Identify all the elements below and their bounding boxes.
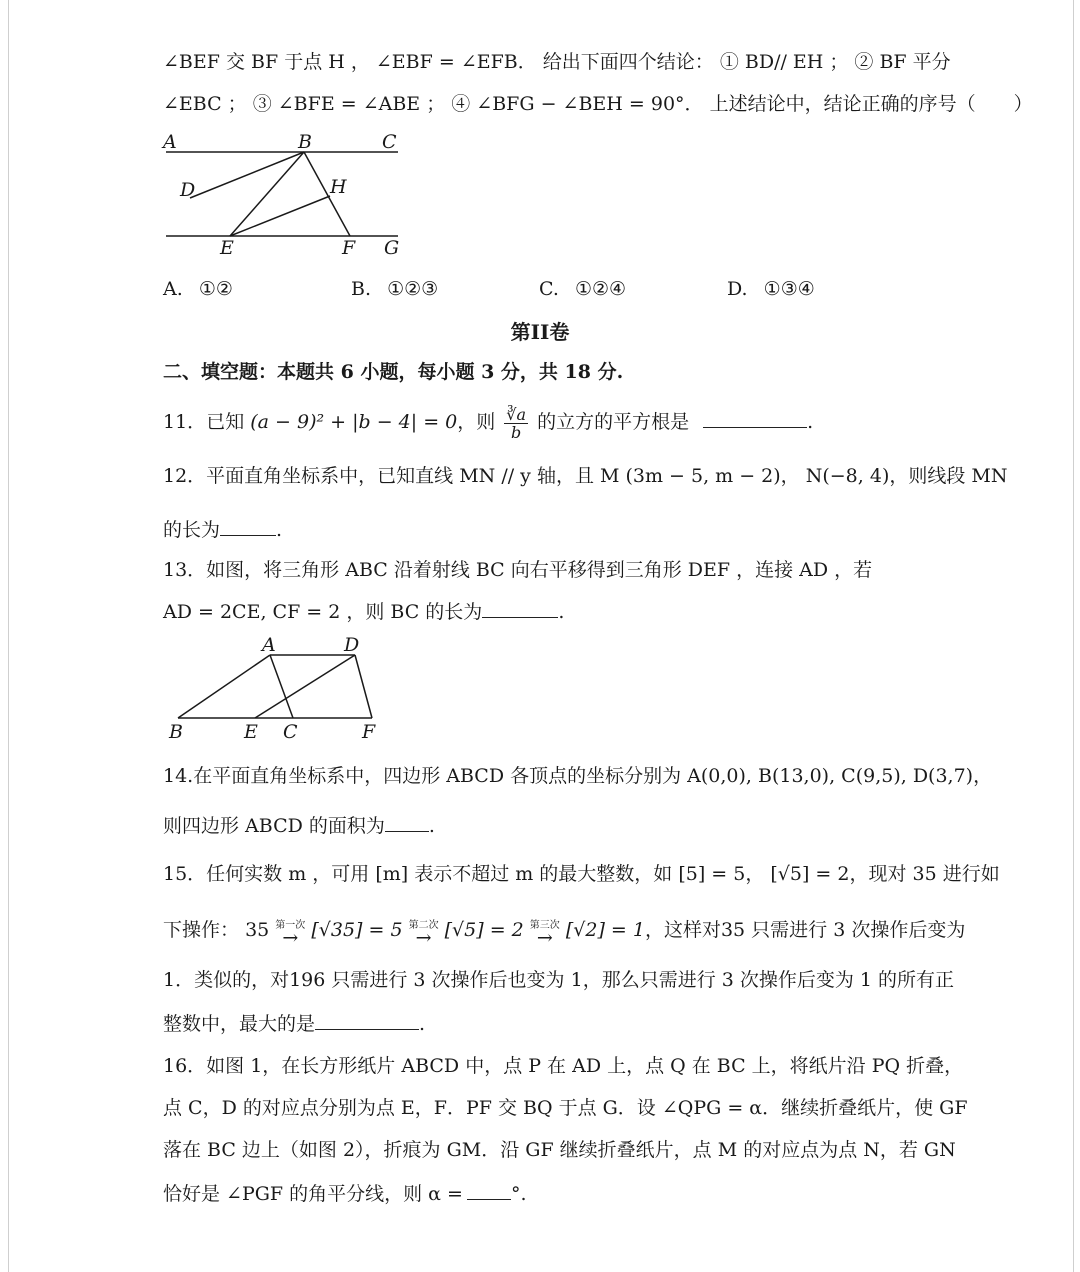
segment-BA (178, 655, 270, 718)
fill-in-heading: 二、填空题：本题共 6 小题，每小题 3 分，共 18 分. (163, 361, 624, 383)
segment-AC (270, 655, 293, 718)
q11-pre: 已知 (206, 411, 245, 433)
q11-frac-numerator: ∛a (506, 404, 527, 424)
q12-end: . (276, 519, 283, 541)
q10-option-a (163, 275, 233, 303)
q11-fraction (504, 406, 528, 441)
q15-step-1: [√35] = 5 (311, 919, 403, 941)
q15-line-1: 15．任何实数 m ，可用 [m] 表示不超过 m 的最大整数，如 [5] = 5， [√5] = 2，现对 35 进行如 (163, 863, 1000, 885)
q11-frac-denominator: b (511, 422, 522, 442)
segment-EH (230, 196, 330, 236)
option-text: ①②④ (574, 278, 627, 300)
option-letter: A. (163, 278, 183, 300)
q16-line-4 (163, 1180, 527, 1208)
q11-mid: ，则 (457, 411, 496, 433)
q14-end: . (428, 815, 435, 837)
label-F: F (342, 237, 356, 259)
label-C: C (382, 131, 397, 153)
q12-line-1: 12．平面直角坐标系中，已知直线 MN // y 轴，且 M (3m − 5, m − 2)， N(−8, 4)，则线段 MN (163, 465, 1008, 487)
option-text: ①②③ (387, 278, 439, 300)
q15-arrow-3 (529, 920, 560, 949)
q13-figure (160, 630, 390, 745)
q13-line-1: 13．如图，将三角形 ABC 沿着射线 BC 向右平移得到三角形 DEF ，连接 AD ，若 (163, 559, 873, 581)
q14-text: 则四边形 ABCD 的面积为 (163, 815, 385, 837)
label-E: E (244, 721, 258, 743)
label-D: D (344, 634, 360, 656)
answer-blank[interactable] (385, 813, 429, 832)
option-text: ①③④ (763, 278, 815, 300)
q10-option-d (727, 275, 815, 303)
q10-option-b (351, 275, 438, 303)
label-H: H (330, 176, 347, 198)
label-G: G (384, 237, 400, 259)
q12-line-2 (163, 516, 282, 544)
q10-option-c (539, 275, 626, 303)
answer-blank[interactable] (467, 1181, 511, 1200)
q15-op-label: 第二次 (408, 920, 439, 931)
q10-line-1: ∠BEF 交 BF 于点 H ， ∠EBF = ∠EFB． 给出下面四个结论： ① BD// EH ； ② BF 平分 (163, 51, 951, 73)
q11-end: . (807, 411, 814, 433)
q15-post: ，这样对35 只需进行 3 次操作后变为 (644, 919, 966, 941)
answer-blank[interactable] (315, 1011, 419, 1030)
q15-line-3: 1．类似的，对196 只需进行 3 次操作后也变为 1，那么只需进行 3 次操作后变为 1 的所有正 (163, 969, 955, 991)
answer-blank[interactable] (482, 599, 558, 618)
label-B: B (298, 131, 312, 153)
q11-post: 的立方的平方根是 (537, 411, 690, 433)
q15-arrow-2 (408, 920, 439, 949)
q13-line-2 (163, 598, 564, 626)
segment-BD (190, 152, 304, 198)
q15-step-2: [√5] = 2 (444, 919, 524, 941)
q12-text: 的长为 (163, 519, 221, 541)
q16-text: 恰好是 ∠PGF 的角平分线，则 α = (163, 1183, 463, 1205)
q16-line-3: 落在 BC 边上（如图 2），折痕为 GM．沿 GF 继续折叠纸片，点 M 的对应点为点 N，若 GN (163, 1139, 956, 1161)
q15-line-2 (163, 916, 966, 949)
section-2-title: 第II卷 (510, 320, 570, 344)
q15-pre: 下操作： (163, 919, 240, 941)
q16-end: °. (510, 1183, 527, 1205)
q15-op-label: 第三次 (529, 920, 560, 931)
label-A: A (262, 634, 276, 656)
option-letter: C. (539, 278, 559, 300)
option-text: ①② (198, 278, 233, 300)
option-letter: D. (727, 278, 748, 300)
q16-line-2: 点 C，D 的对应点分别为点 E，F．PF 交 BQ 于点 G．设 ∠QPG = α．继续折叠纸片，使 GF (163, 1097, 968, 1119)
label-B: B (169, 721, 183, 743)
q10-figure (160, 128, 410, 260)
q15-op-label: 第一次 (275, 920, 306, 931)
label-D: D (180, 179, 196, 201)
option-letter: B. (351, 278, 372, 300)
segment-DF (355, 655, 372, 718)
arrow-icon: → (536, 927, 553, 949)
label-F: F (362, 721, 376, 743)
q13-end: . (558, 601, 565, 623)
q15-arrow-1 (275, 920, 306, 949)
segment-ED (255, 655, 355, 718)
q11-expression: (a − 9)² + |b − 4| = 0 (250, 411, 458, 433)
arrow-icon: → (415, 927, 432, 949)
q15-step-3: [√2] = 1 (565, 919, 645, 941)
q11-number: 11． (163, 411, 207, 433)
q15-start-value: 35 (245, 919, 270, 941)
arrow-icon: → (282, 927, 299, 949)
q16-line-1: 16．如图 1，在长方形纸片 ABCD 中，点 P 在 AD 上，点 Q 在 BC 上，将纸片沿 PQ 折叠， (163, 1055, 964, 1077)
answer-blank[interactable] (703, 409, 807, 428)
segment-BE (230, 152, 304, 236)
q11 (163, 404, 813, 441)
q15-end: . (419, 1013, 426, 1035)
answer-blank[interactable] (220, 517, 276, 536)
q10-line-2: ∠EBC ； ③ ∠BFE = ∠ABE ； ④ ∠BFG − ∠BEH = 90°． 上述结论中，结论正确的序号（ ） (163, 93, 1033, 115)
q15-line-4 (163, 1010, 425, 1038)
label-C: C (283, 721, 298, 743)
label-A: A (163, 131, 177, 153)
q13-text: AD = 2CE, CF = 2 ，则 BC 的长为 (163, 601, 483, 623)
q14-line-1: 14.在平面直角坐标系中，四边形 ABCD 各顶点的坐标分别为 A(0,0), B(13,0), C(9,5), D(3,7)， (163, 765, 993, 787)
q15-text: 整数中，最大的是 (163, 1013, 316, 1035)
q14-line-2 (163, 812, 435, 840)
label-E: E (220, 237, 234, 259)
